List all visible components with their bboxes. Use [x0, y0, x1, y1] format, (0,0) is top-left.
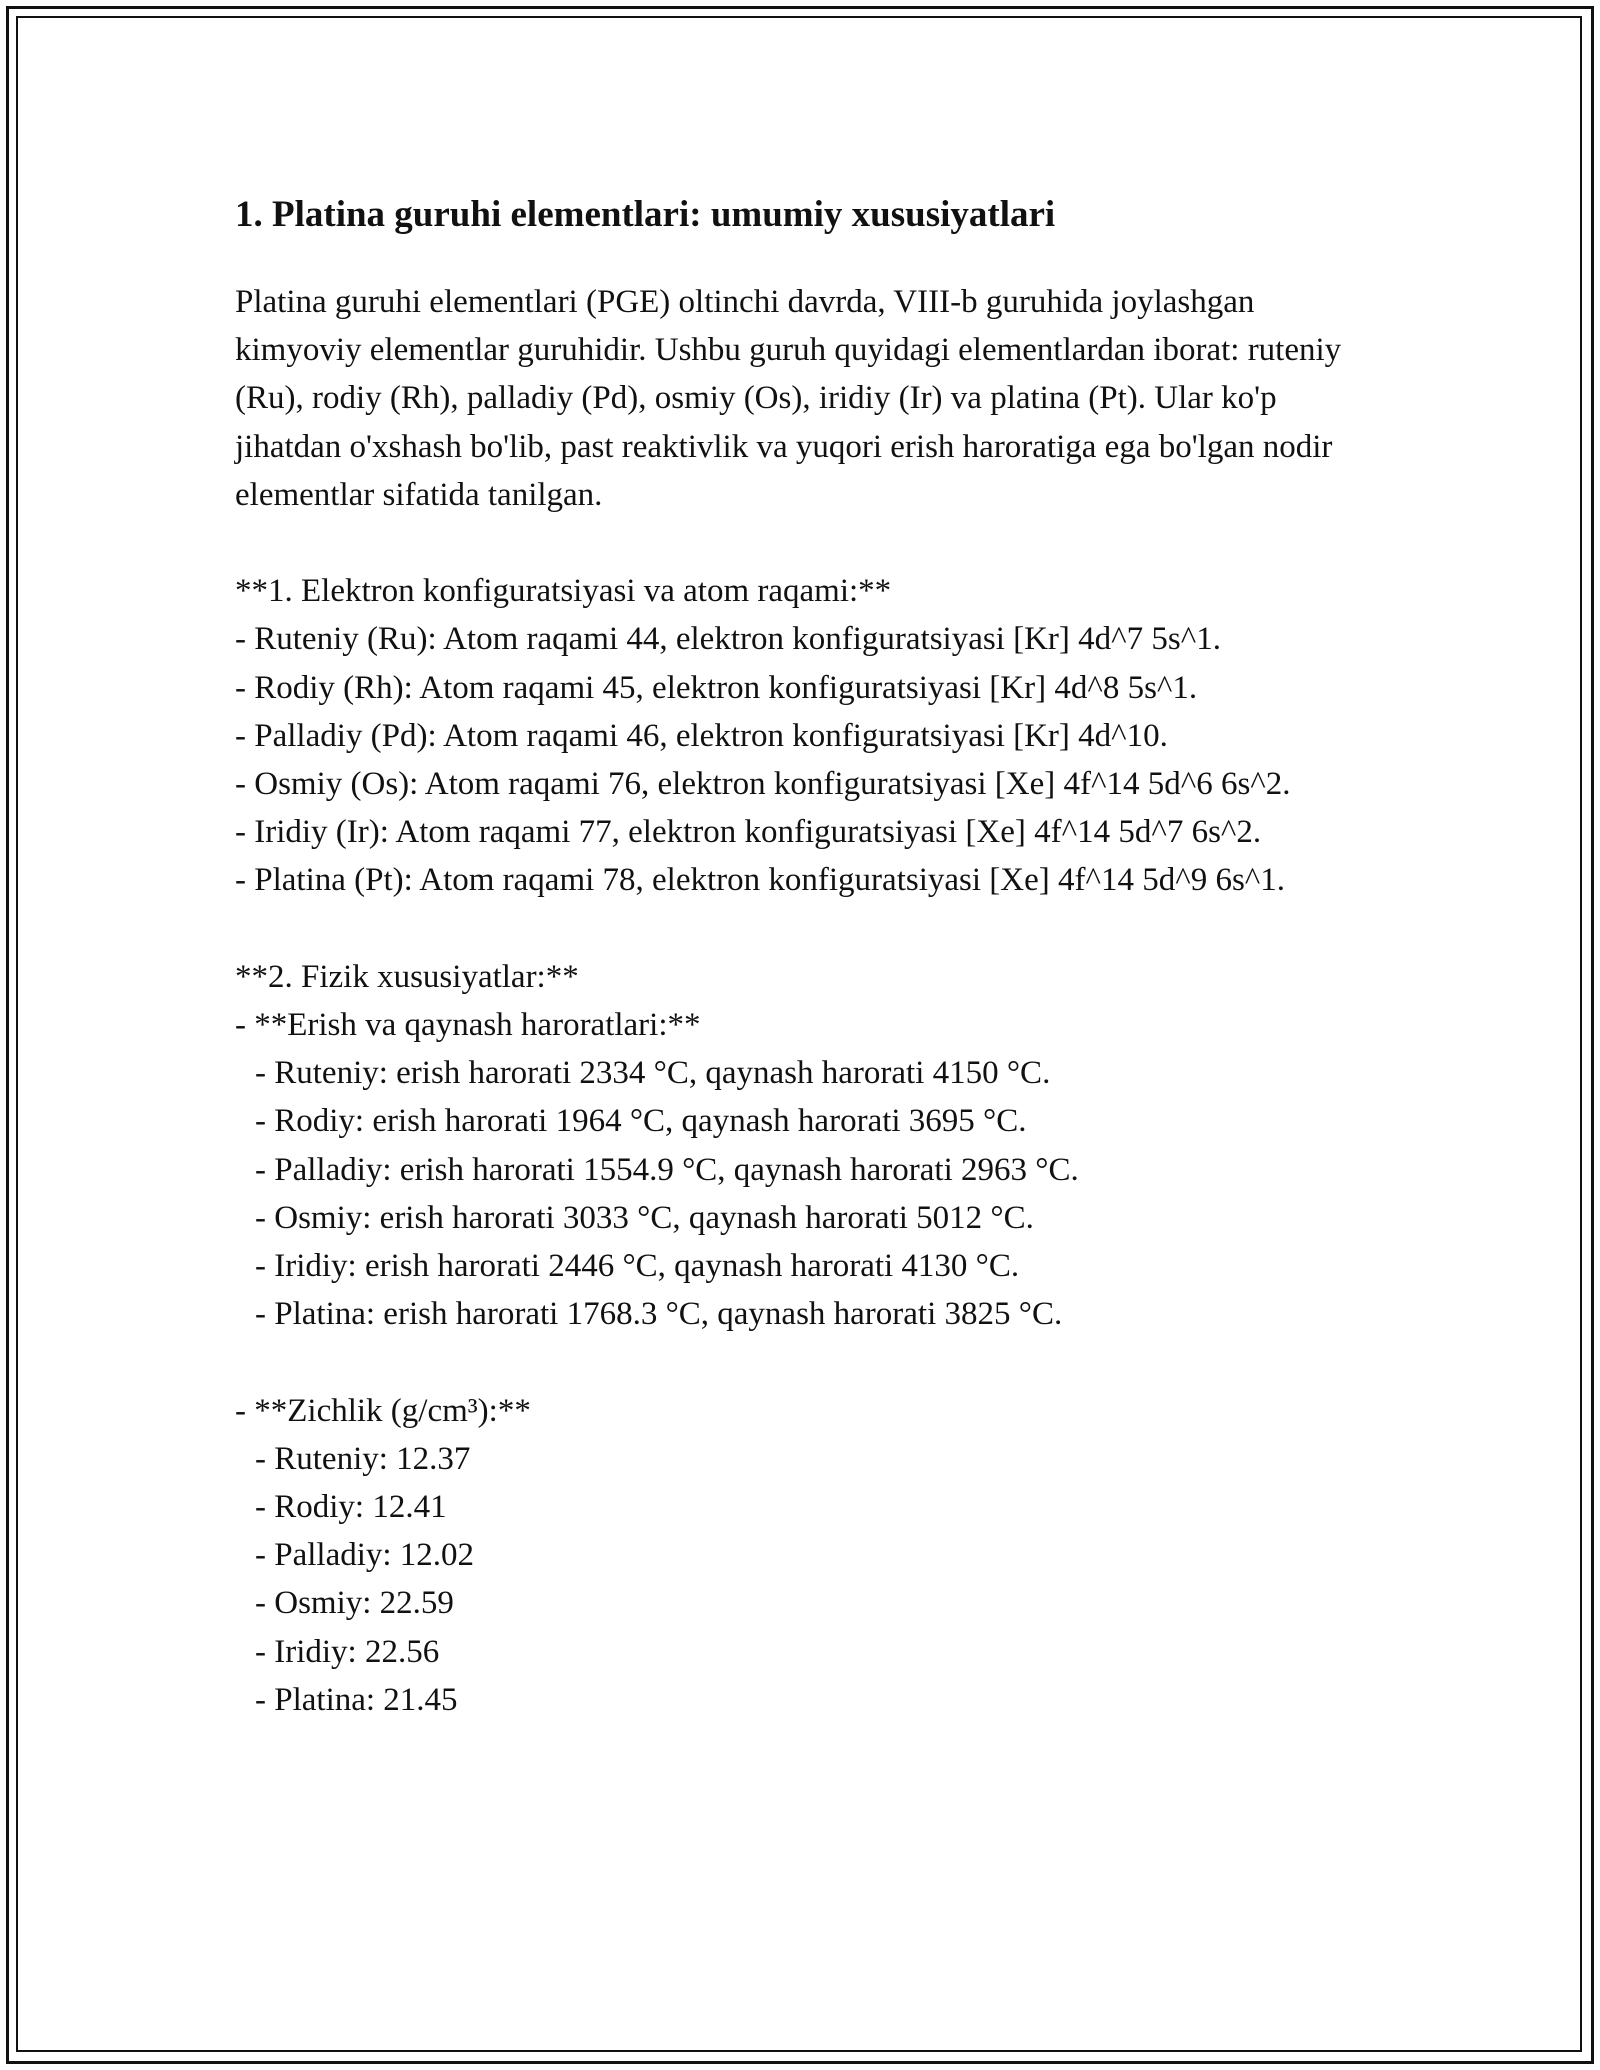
subheading-melting-boiling: - **Erish va qaynash haroratlari:**: [235, 1007, 701, 1044]
section-heading-physical: **2. Fizik xususiyatlar:**: [235, 958, 579, 995]
list-item-ruteniy-melting: - Ruteniy: erish harorati 2334 °C, qaynash harorati 4150 °C.: [255, 1055, 1051, 1092]
list-item-palladiy-electron: - Palladiy (Pd): Atom raqami 46, elektron konfiguratsiyasi [Kr] 4d^10.: [235, 717, 1168, 754]
list-item-osmiy-electron: - Osmiy (Os): Atom raqami 76, elektron konfiguratsiyasi [Xe] 4f^14 5d^6 6s^2.: [235, 766, 1291, 803]
document-title: 1. Platina guruhi elementlari: umumiy xususiyatlari: [235, 194, 1056, 235]
spacer: [235, 905, 1365, 953]
list-item-osmiy-melting: - Osmiy: erish harorati 3033 °C, qaynash harorati 5012 °C.: [255, 1199, 1034, 1236]
physical-properties-section: [235, 953, 1365, 1724]
list-item-palladiy-density: - Palladiy: 12.02: [255, 1537, 475, 1574]
list-item-osmiy-density: - Osmiy: 22.59: [255, 1585, 454, 1622]
list-item-iridiy-melting: - Iridiy: erish harorati 2446 °C, qaynash harorati 4130 °C.: [255, 1248, 1020, 1285]
spacer: [235, 519, 1365, 567]
list-item-iridiy-electron: - Iridiy (Ir): Atom raqami 77, elektron konfiguratsiyasi [Xe] 4f^14 5d^7 6s^2.: [235, 814, 1262, 851]
intro-paragraph: Platina guruhi elementlari (PGE) oltinchi davrda, VIII-b guruhida joylashgan kimyoviy elementlar guruhidir. Ushbu guruh quyidagi elementlardan iborat: ruteniy (Ru), rodiy (Rh), palladiy (Pd), osmiy (Os), iridiy (Ir) va platina (Pt). Ular ko'p jihatdan o'xshash bo'lib, past reaktivlik va yuqori erish haroratiga ega bo'lgan nodir elementlar sifatida tanilgan.: [235, 284, 1342, 513]
electron-configuration-section: [235, 567, 1365, 904]
list-item-ruteniy-density: - Ruteniy: 12.37: [255, 1440, 471, 1477]
list-item-platina-melting: - Platina: erish harorati 1768.3 °C, qaynash harorati 3825 °C.: [255, 1296, 1063, 1333]
list-item-iridiy-density: - Iridiy: 22.56: [255, 1633, 440, 1670]
section-heading-electron: **1. Elektron konfiguratsiyasi va atom raqami:**: [235, 573, 892, 610]
list-item-palladiy-melting: - Palladiy: erish harorati 1554.9 °C, qaynash harorati 2963 °C.: [255, 1151, 1079, 1188]
list-item-rodiy-density: - Rodiy: 12.41: [255, 1489, 447, 1526]
spacer: [235, 1338, 1365, 1386]
subheading-density: - **Zichlik (g/cm³):**: [235, 1392, 531, 1429]
document-body: [235, 186, 1365, 1724]
list-item-rodiy-melting: - Rodiy: erish harorati 1964 °C, qaynash harorati 3695 °C.: [255, 1103, 1027, 1140]
list-item-platina-density: - Platina: 21.45: [255, 1681, 458, 1718]
list-item-platina-electron: - Platina (Pt): Atom raqami 78, elektron konfiguratsiyasi [Xe] 4f^14 5d^9 6s^1.: [235, 862, 1286, 899]
list-item-ruteniy-electron: - Ruteniy (Ru): Atom raqami 44, elektron konfiguratsiyasi [Kr] 4d^7 5s^1.: [235, 621, 1221, 658]
list-item-rodiy-electron: - Rodiy (Rh): Atom raqami 45, elektron konfiguratsiyasi [Kr] 4d^8 5s^1.: [235, 669, 1198, 706]
